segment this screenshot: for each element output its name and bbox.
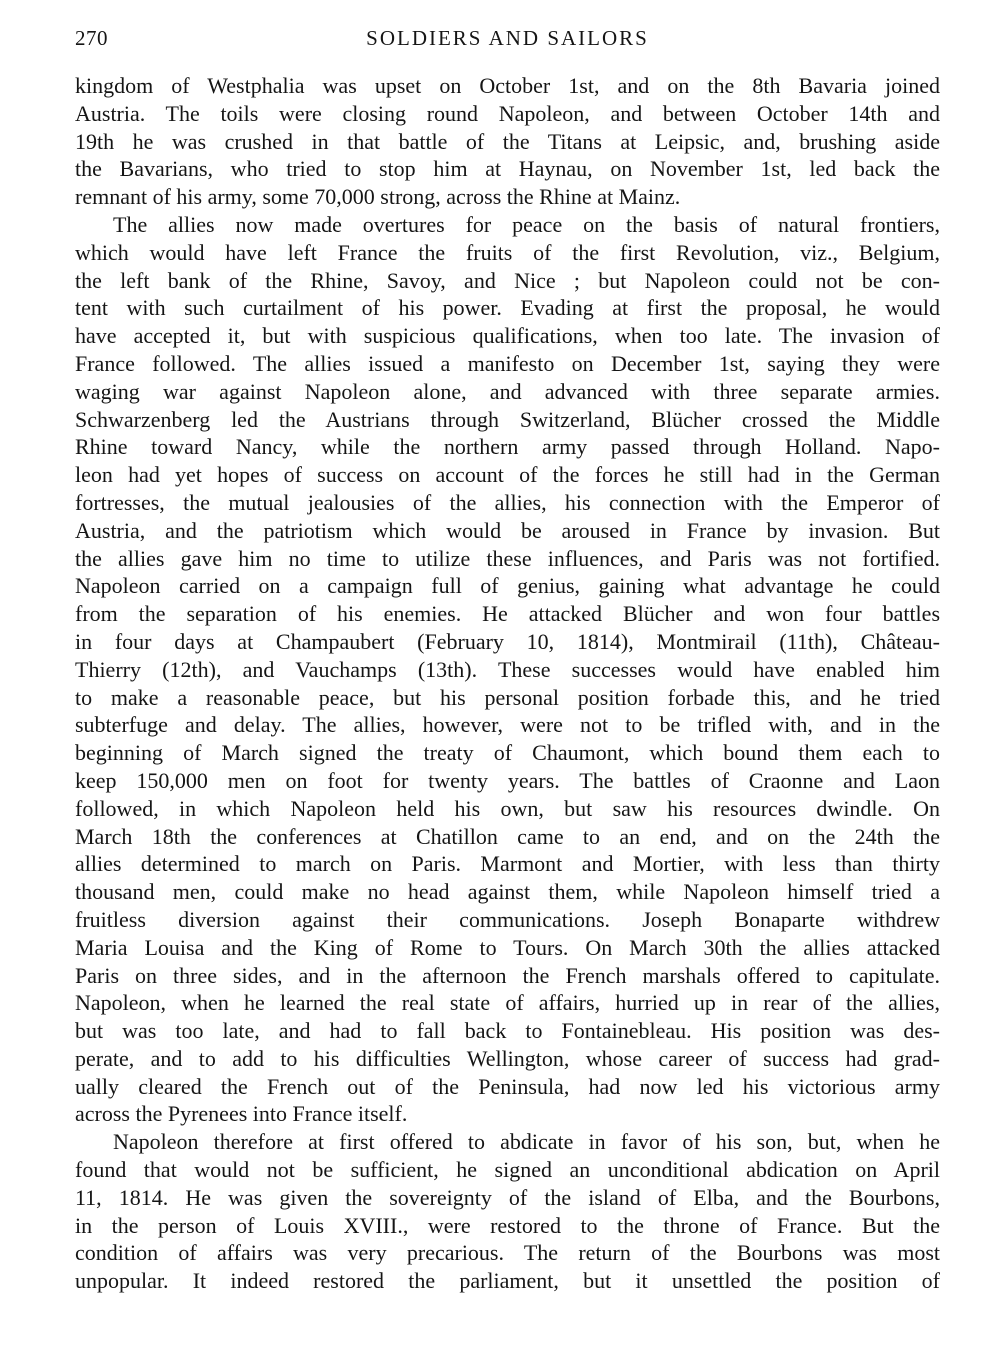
text-line: 19th he was crushed in that battle of the Titans at Leipsic, and, brushing aside (75, 128, 940, 154)
text-line: The allies now made overtures for peace on the basis of natural frontiers, (113, 211, 940, 237)
text-line: which would have left France the fruits of the first Revolution, viz., Belgium, (75, 239, 940, 265)
text-line: Napoleon, when he learned the real state of affairs, hurried up in rear of the allies, (75, 990, 940, 1016)
text-line: Maria Louisa and the King of Rome to Tours. On March 30th the allies attacked (75, 934, 940, 960)
page-number: 270 (75, 26, 108, 50)
text-line: Thierry (12th), and Vauchamps (13th). These successes would have enabled him (75, 656, 940, 682)
running-title: SOLDIERS AND SAILORS (366, 26, 649, 50)
page-header (75, 26, 940, 56)
body-text (75, 72, 940, 1295)
text-line: beginning of March signed the treaty of Chaumont, which bound them each to (75, 740, 940, 766)
paragraph (75, 1128, 940, 1295)
text-line: perate, and to add to his difficulties Wellington, whose career of success had grad- (75, 1045, 940, 1071)
text-line: but was too late, and had to fall back to Fontainebleau. His position was des- (75, 1018, 940, 1044)
text-line: thousand men, could make no head against them, while Napoleon himself tried a (75, 879, 940, 905)
text-line: fruitless diversion against their communications. Joseph Bonaparte withdrew (75, 906, 940, 932)
text-line: 11, 1814. He was given the sovereignty of the island of Elba, and the Bourbons, (75, 1184, 940, 1210)
text-line: to make a reasonable peace, but his personal position forbade this, and he tried (75, 684, 940, 710)
text-line: found that would not be sufficient, he signed an unconditional abdication on April (75, 1157, 940, 1183)
text-line: Paris on three sides, and in the afternoon the French marshals offered to capitulate. (75, 962, 940, 988)
text-line: France followed. The allies issued a manifesto on December 1st, saying they were (75, 350, 940, 376)
text-line: Napoleon carried on a campaign full of genius, gaining what advantage he could (75, 573, 940, 599)
text-line: remnant of his army, some 70,000 strong, across the Rhine at Mainz. (75, 184, 681, 210)
text-line: the left bank of the Rhine, Savoy, and Nice ; but Napoleon could not be con- (75, 267, 940, 293)
text-line: from the separation of his enemies. He attacked Blücher and won four battles (75, 601, 940, 627)
text-line: the Bavarians, who tried to stop him at Haynau, on November 1st, led back the (75, 156, 940, 182)
text-line: leon had yet hopes of success on account of the forces he still had in the German (75, 462, 940, 488)
text-line: condition of affairs was very precarious. The return of the Bourbons was most (75, 1240, 940, 1266)
text-line: ually cleared the French out of the Peninsula, had now led his victorious army (75, 1073, 940, 1099)
text-line: fortresses, the mutual jealousies of the allies, his connection with the Emperor of (75, 489, 940, 515)
text-line: subterfuge and delay. The allies, however, were not to be trifled with, and in the (75, 712, 940, 738)
text-line: in four days at Champaubert (February 10, 1814), Montmirail (11th), Château- (75, 628, 940, 654)
paragraph (75, 72, 940, 211)
text-line: allies determined to march on Paris. Marmont and Mortier, with less than thirty (75, 851, 940, 877)
paragraph (75, 211, 940, 1128)
text-line: keep 150,000 men on foot for twenty years. The battles of Craonne and Laon (75, 767, 940, 793)
text-line: Rhine toward Nancy, while the northern army passed through Holland. Napo- (75, 434, 940, 460)
text-line: Austria, and the patriotism which would be aroused in France by invasion. But (75, 517, 940, 543)
text-line: in the person of Louis XVIII., were restored to the throne of France. But the (75, 1212, 940, 1238)
text-line: Austria. The toils were closing round Napoleon, and between October 14th and (75, 100, 940, 126)
text-line: the allies gave him no time to utilize these influences, and Paris was not fortified. (75, 545, 940, 571)
text-line: have accepted it, but with suspicious qualifications, when too late. The invasion of (75, 323, 940, 349)
text-line: Schwarzenberg led the Austrians through Switzerland, Blücher crossed the Middle (75, 406, 940, 432)
text-line: waging war against Napoleon alone, and advanced with three separate armies. (75, 378, 940, 404)
text-line: tent with such curtailment of his power. Evading at first the proposal, he would (75, 295, 940, 321)
text-line: kingdom of Westphalia was upset on October 1st, and on the 8th Bavaria joined (75, 73, 940, 98)
text-line: Napoleon therefore at first offered to abdicate in favor of his son, but, when he (113, 1129, 940, 1155)
text-line: followed, in which Napoleon held his own, but saw his resources dwindle. On (75, 795, 940, 821)
text-line: unpopular. It indeed restored the parliament, but it unsettled the position of (75, 1268, 940, 1294)
text-line: across the Pyrenees into France itself. (75, 1101, 408, 1127)
text-line: March 18th the conferences at Chatillon came to an end, and on the 24th the (75, 823, 940, 849)
